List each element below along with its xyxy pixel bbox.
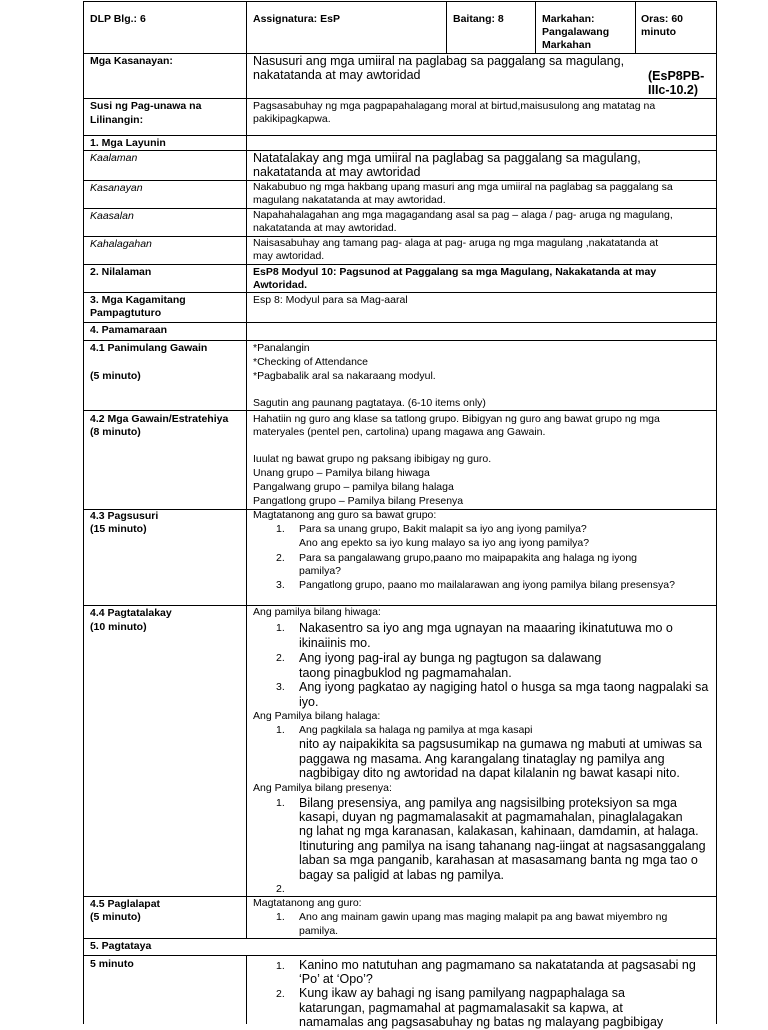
- time-line-1: Oras: 60: [641, 13, 684, 25]
- paglalapat-label: 4.5 Paglalapat: [90, 898, 161, 910]
- nilalaman-text-1: EsP8 Modyul 10: Pagsunod at Paggalang sa mga Magulang, Nakakatanda at may: [253, 266, 657, 278]
- paglalapat-text-1: Ano ang mainam gawin upang mas maging malapit pa ang bawat miyembro ng: [299, 911, 668, 923]
- kaasalan-text-2: nakatatanda at may awtoridad.: [253, 222, 397, 234]
- pagsusuri-intro: Magtatanong ang guro sa bawat grupo:: [253, 509, 437, 521]
- kasanayan-text-1: Nasusuri ang mga umiiral na paglabag sa paggalang sa magulang,: [253, 54, 625, 68]
- hiwaga-item-1-line-2: ikinaiinis mo.: [299, 636, 371, 650]
- kahalagahan-text-1: Naisasabuhay ang tamang pag- alaga at pag- aruga ng mga magulang ,nakatatanda at: [253, 237, 659, 249]
- gawain-text-2: materyales (pentel pen, cartolina) upang magawa ang Gawain.: [253, 426, 546, 438]
- kasanayan-objective-label: Kasanayan: [90, 182, 143, 194]
- hiwaga-item-2-line-2: taong pinagbuklod ng pagmamahalan.: [299, 666, 512, 680]
- gawain-text-1: Hahatiin ng guro ang klase sa tatlong grupo. Bibigyan ng guro ang bawat grupo ng mga: [253, 413, 660, 425]
- presenya-item-1-line-2: kasapi, duyan ng pagmamalasakit at pagmamahalan, pinaglalagakan: [299, 810, 683, 824]
- presenya-item-1-line-3: ng lahat ng mga karanasan, kalakasan, kahinaan, damdamin, at halaga.: [299, 824, 699, 838]
- pagsusuri-label: 4.3 Pagsusuri: [90, 510, 159, 522]
- competency-code-1: (EsP8PB-: [648, 69, 705, 83]
- halaga-num-1: 1.: [276, 724, 285, 736]
- susi-text-1: Pagsasabuhay ng mga pagpapahalagang moral at birtud,maisusulong ang matatag na: [253, 100, 656, 112]
- kaalaman-label: Kaalaman: [90, 152, 138, 164]
- kagamitan-label-2: Pampagtuturo: [90, 307, 162, 319]
- pagsusuri-item-2-line-2: pamilya?: [299, 565, 342, 577]
- panimula-text-3: *Pagbabalik aral sa nakaraang modyul.: [253, 370, 436, 382]
- competency-code-2: IIIc-10.2): [648, 83, 699, 97]
- gawain-text-4: Unang grupo – Pamilya bilang hiwaga: [253, 467, 430, 479]
- row-divider: [83, 340, 717, 341]
- kasanayan-label: Mga Kasanayan:: [90, 55, 173, 67]
- pagsusuri-item-1-line-1: Para sa unang grupo, Bakit malapit sa iyo ang iyong pamilya?: [299, 523, 587, 535]
- pagsusuri-time: (15 minuto): [90, 523, 147, 535]
- pagtataya-time: 5 minuto: [90, 958, 134, 970]
- kaasalan-text-1: Napahahalagahan ang mga magagandang asal sa pag – alaga / pag- aruga ng magulang,: [253, 209, 673, 221]
- pagtataya-q2-line-3: namamalas ang pagsasabuhay ng batas ng malayang pagbibigay: [299, 1015, 664, 1029]
- presenya-item-1-line-6: bagay sa paligid at labas ng pamilya.: [299, 868, 504, 882]
- quarter-line-2: Pangalawang: [542, 26, 610, 38]
- pagtataya-num-2: 2.: [276, 988, 285, 1000]
- pagtataya-q1-line-1: Kanino mo natutuhan ang pagmamano sa nakatatanda at pagsasabi ng: [299, 958, 696, 972]
- halaga-item-1-line-2: nito ay naipakikita sa pagsusumikap na gumawa ng mabuti at umiwas sa: [299, 737, 702, 751]
- presenya-item-1-line-5: laban sa mga panganib, karahasan at masasamang banta ng mga tao o: [299, 853, 698, 867]
- kagamitan-text: Esp 8: Modyul para sa Mag-aaral: [253, 294, 408, 306]
- grade-level: Baitang: 8: [453, 13, 504, 25]
- column-divider: [535, 1, 536, 53]
- row-divider: [83, 292, 717, 293]
- panimula-text-4: Sagutin ang paunang pagtataya. (6-10 items only): [253, 397, 486, 409]
- halaga-item-1-line-1: Ang pagkilala sa halaga ng pamilya at mga kasapi: [299, 724, 533, 736]
- presenya-num-1: 1.: [276, 797, 285, 809]
- row-divider: [83, 135, 717, 136]
- layunin-label: 1. Mga Layunin: [90, 137, 166, 149]
- row-divider: [83, 938, 717, 939]
- quarter-line-3: Markahan: [542, 39, 592, 51]
- pagtatalakay-label: 4.4 Pagtatalakay: [90, 607, 172, 619]
- paglalapat-text-2: pamilya.: [299, 925, 339, 937]
- column-divider: [635, 1, 636, 53]
- hiwaga-heading: Ang pamilya bilang hiwaga:: [253, 606, 381, 618]
- hiwaga-num-3: 3.: [276, 681, 285, 693]
- time-line-2: minuto: [641, 26, 676, 38]
- row-divider: [83, 322, 717, 323]
- row-divider: [83, 410, 717, 411]
- presenya-heading: Ang Pamilya bilang presenya:: [253, 782, 392, 794]
- kagamitan-label-1: 3. Mga Kagamitang: [90, 294, 186, 306]
- table-border-top: [83, 1, 717, 2]
- row-divider: [83, 98, 717, 99]
- pagsusuri-item-2-num: 2.: [276, 552, 285, 564]
- presenya-num-2: 2.: [276, 883, 285, 895]
- nilalaman-text-2: Awtoridad.: [253, 279, 308, 291]
- row-divider: [83, 896, 717, 897]
- presenya-item-1-line-4: Itinuturing ang pamilya na isang tahanang nag-iingat at nagsasanggalang: [299, 839, 706, 853]
- row-divider: [83, 264, 717, 265]
- pagtataya-q2-line-1: Kung ikaw ay bahagi ng isang pamilyang nagpaphalaga sa: [299, 986, 625, 1000]
- pagsusuri-item-1-line-2: Ano ang epekto sa iyo kung malayo sa iyo ang iyong pamilya?: [299, 537, 590, 549]
- panimula-text-1: *Panalangin: [253, 342, 310, 354]
- hiwaga-num-1: 1.: [276, 622, 285, 634]
- kasanayan-objective-2: magulang nakatatanda at may awtoridad.: [253, 194, 446, 206]
- pagtataya-num-1: 1.: [276, 960, 285, 972]
- kaalaman-text-1: Natatalakay ang mga umiiral na paglabag sa paggalang sa magulang,: [253, 151, 641, 165]
- halaga-item-1-line-4: nagbibigay dito ng awtoridad na dapat kilalanin ng bawat kasapi nito.: [299, 766, 680, 780]
- subject: Assignatura: EsP: [253, 13, 340, 25]
- dlp-number: DLP Blg.: 6: [90, 13, 146, 25]
- pamamaraan-label: 4. Pamamaraan: [90, 324, 168, 336]
- panimula-text-2: *Checking of Attendance: [253, 356, 368, 368]
- row-divider: [83, 955, 717, 956]
- column-divider: [446, 1, 447, 53]
- panimula-label: 4.1 Panimulang Gawain: [90, 342, 208, 354]
- halaga-heading: Ang Pamilya bilang halaga:: [253, 710, 381, 722]
- halaga-item-1-line-3: paggawa ng masama. Ang karangalang tinataglay ng pamilya ang: [299, 752, 665, 766]
- kasanayan-objective-1: Nakabubuo ng mga hakbang upang masuri ang mga umiiral na paglabag sa paggalang sa: [253, 181, 673, 193]
- table-border-left: [83, 1, 84, 1024]
- gawain-text-5: Pangalwang grupo – pamilya bilang halaga: [253, 481, 454, 493]
- kaasalan-label: Kaasalan: [90, 210, 134, 222]
- hiwaga-item-3-line-2: iyo.: [299, 695, 319, 709]
- gawain-text-6: Pangatlong grupo – Pamilya bilang Presenya: [253, 495, 464, 507]
- quarter-line-1: Markahan:: [542, 13, 595, 25]
- paglalapat-time: (5 minuto): [90, 911, 141, 923]
- pagsusuri-item-1-num: 1.: [276, 523, 285, 535]
- hiwaga-item-1-line-1: Nakasentro sa iyo ang mga ugnayan na maaaring ikinatutuwa mo o: [299, 621, 673, 635]
- panimula-time: (5 minuto): [90, 370, 141, 382]
- pagtataya-q2-line-2: katarungan, pagmamahal at pagmamalasakit sa kapwa, at: [299, 1001, 623, 1015]
- hiwaga-item-2-line-1: Ang iyong pag-iral ay bunga ng pagtugon sa dalawang: [299, 651, 602, 665]
- susi-text-2: pakikipagkapwa.: [253, 113, 331, 125]
- kaalaman-text-2: nakatatanda at may awtoridad: [253, 165, 421, 179]
- pagsusuri-item-2-line-1: Para sa pangalawang grupo,paano mo maipapakita ang halaga ng iyong: [299, 552, 637, 564]
- kahalagahan-label: Kahalagahan: [90, 238, 152, 250]
- paglalapat-intro: Magtatanong ang guro:: [253, 897, 362, 909]
- pagsusuri-item-3-num: 3.: [276, 579, 285, 591]
- pagtatalakay-time: (10 minuto): [90, 621, 147, 633]
- column-divider: [246, 1, 247, 938]
- gawain-label: 4.2 Mga Gawain/Estratehiya: [90, 413, 229, 425]
- row-divider: [83, 605, 717, 606]
- pagsusuri-item-3-line-1: Pangatlong grupo, paano mo mailalarawan ang iyong pamilya bilang presensya?: [299, 579, 675, 591]
- presenya-item-1-line-1: Bilang presensiya, ang pamilya ang nagsisilbing proteksiyon sa mga: [299, 796, 677, 810]
- column-divider: [246, 955, 247, 1024]
- kahalagahan-text-2: may awtoridad.: [253, 250, 325, 262]
- paglalapat-num-1: 1.: [276, 911, 285, 923]
- nilalaman-label: 2. Nilalaman: [90, 266, 152, 278]
- hiwaga-num-2: 2.: [276, 652, 285, 664]
- pagtataya-q1-line-2: ‘Po’ at ‘Opo’?: [299, 972, 373, 986]
- table-border-right: [716, 1, 717, 1024]
- susi-label-2: Lilinangin:: [90, 114, 144, 126]
- gawain-text-3: Iuulat ng bawat grupo ng paksang ibibigay ng guro.: [253, 453, 492, 465]
- susi-label-1: Susi ng Pag-unawa na: [90, 100, 202, 112]
- gawain-time: (8 minuto): [90, 426, 141, 438]
- kasanayan-text-2: nakatatanda at may awtoridad: [253, 68, 421, 82]
- pagtataya-label: 5. Pagtataya: [90, 940, 152, 952]
- hiwaga-item-3-line-1: Ang iyong pagkatao ay nagiging hatol o husga sa mga taong nagpalaki sa: [299, 680, 709, 694]
